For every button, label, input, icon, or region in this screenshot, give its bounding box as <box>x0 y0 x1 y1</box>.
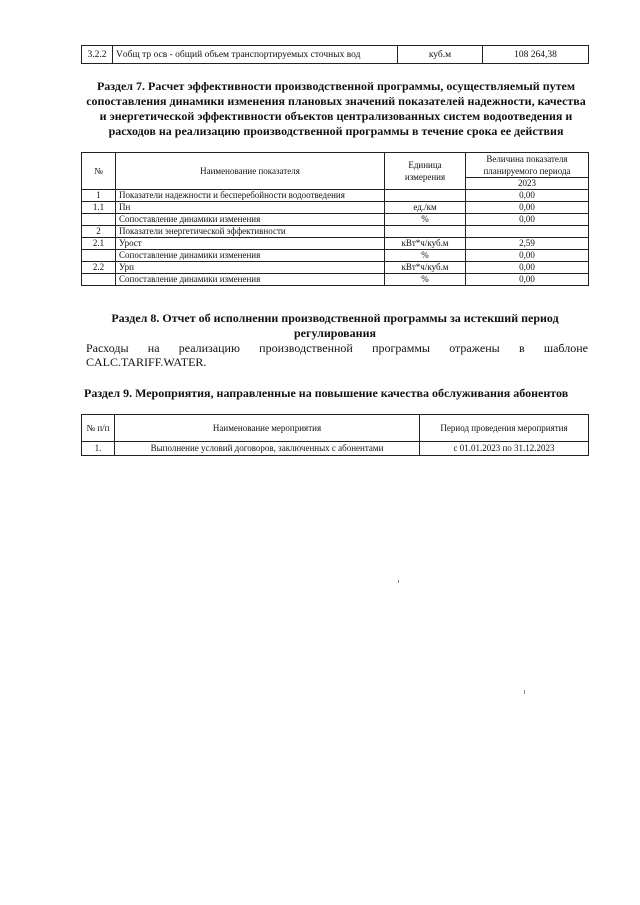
paragraph-word: шаблоне <box>543 341 588 355</box>
value: 0,00 <box>466 250 589 262</box>
row-number <box>82 274 116 286</box>
table-row <box>82 202 589 214</box>
event-name: Выполнение условий договоров, заключенных с абонентами <box>115 442 420 456</box>
paragraph-line-1 <box>86 341 588 355</box>
unit: % <box>385 250 466 262</box>
table-row <box>82 226 589 238</box>
scan-mark <box>524 690 525 694</box>
table-row <box>82 442 589 456</box>
header-value: Величина показателя планируемого периода <box>466 153 589 178</box>
indicator-name: Сопоставление динамики изменения <box>116 214 385 226</box>
table-row <box>82 190 589 202</box>
indicator-name: Vобщ тр осв - общий объем транспортируемых сточных вод <box>113 46 398 64</box>
section-9-title: Раздел 9. Мероприятия, направленные на повышение качества обслуживания абонентов <box>84 386 569 400</box>
paragraph-line-2: CALC.TARIFF.WATER. <box>86 355 207 369</box>
indicator-name: Показатели энергетической эффективности <box>116 226 385 238</box>
unit: кВт*ч/куб.м <box>385 238 466 250</box>
section-8-title: Раздел 8. Отчет об исполнении производственной программы за истекший период регулирования <box>111 311 559 340</box>
table-row <box>82 250 589 262</box>
header-unit: Единица измерения <box>385 153 466 190</box>
unit: % <box>385 274 466 286</box>
row-number <box>82 250 116 262</box>
value: 108 264,38 <box>483 46 589 64</box>
scan-mark <box>398 580 399 583</box>
paragraph-word: на <box>147 341 160 355</box>
paragraph-word: в <box>518 341 525 355</box>
value: 2,59 <box>466 238 589 250</box>
header-num: № <box>82 153 116 190</box>
table-row <box>82 274 589 286</box>
row-number: 3.2.2 <box>82 46 113 64</box>
indicator-name: Урост <box>116 238 385 250</box>
section-8-paragraph <box>86 341 588 369</box>
value: 0,00 <box>466 214 589 226</box>
row-number: 1. <box>82 442 115 456</box>
paragraph-word: реализацию <box>178 341 240 355</box>
row-number: 1 <box>82 190 116 202</box>
section-7-table <box>81 152 589 286</box>
paragraph-word: отражены <box>449 341 500 355</box>
row-number: 2 <box>82 226 116 238</box>
value: 0,00 <box>466 262 589 274</box>
unit: ед./км <box>385 202 466 214</box>
table-row <box>82 214 589 226</box>
unit: куб.м <box>398 46 483 64</box>
paragraph-word: программы <box>372 341 430 355</box>
indicator-name: Сопоставление динамики изменения <box>116 274 385 286</box>
table-row <box>82 238 589 250</box>
value: 0,00 <box>466 190 589 202</box>
value: 0,00 <box>466 274 589 286</box>
header-num: № п/п <box>82 415 115 442</box>
unit <box>385 190 466 202</box>
header-name: Наименование показателя <box>116 153 385 190</box>
indicator-name: Пн <box>116 202 385 214</box>
header-name: Наименование мероприятия <box>115 415 420 442</box>
unit: кВт*ч/куб.м <box>385 262 466 274</box>
indicator-name: Сопоставление динамики изменения <box>116 250 385 262</box>
unit: % <box>385 214 466 226</box>
section-7-title: Раздел 7. Расчет эффективности производственной программы, осуществляемый путем сопоставления динамики изменения плановых значений показателей надежности, качества и энергетической эффективности объектов централизованных систем водоотведения и расходов на реализацию производственной программы в течение срока ее действия <box>86 79 586 138</box>
event-period: с 01.01.2023 по 31.12.2023 <box>420 442 589 456</box>
paragraph-word: Расходы <box>86 341 129 355</box>
row-number: 2.2 <box>82 262 116 274</box>
table-row <box>82 46 589 64</box>
value <box>466 226 589 238</box>
paragraph-word: производственной <box>259 341 353 355</box>
header-year: 2023 <box>466 178 589 190</box>
top-table <box>81 45 589 64</box>
table-header-row <box>82 415 589 442</box>
table-header-row <box>82 153 589 178</box>
section-9-table <box>81 414 589 456</box>
row-number <box>82 214 116 226</box>
indicator-name: Урп <box>116 262 385 274</box>
table-row <box>82 262 589 274</box>
row-number: 1.1 <box>82 202 116 214</box>
unit <box>385 226 466 238</box>
row-number: 2.1 <box>82 238 116 250</box>
header-period: Период проведения мероприятия <box>420 415 589 442</box>
indicator-name: Показатели надежности и бесперебойности водоотведения <box>116 190 385 202</box>
value: 0,00 <box>466 202 589 214</box>
